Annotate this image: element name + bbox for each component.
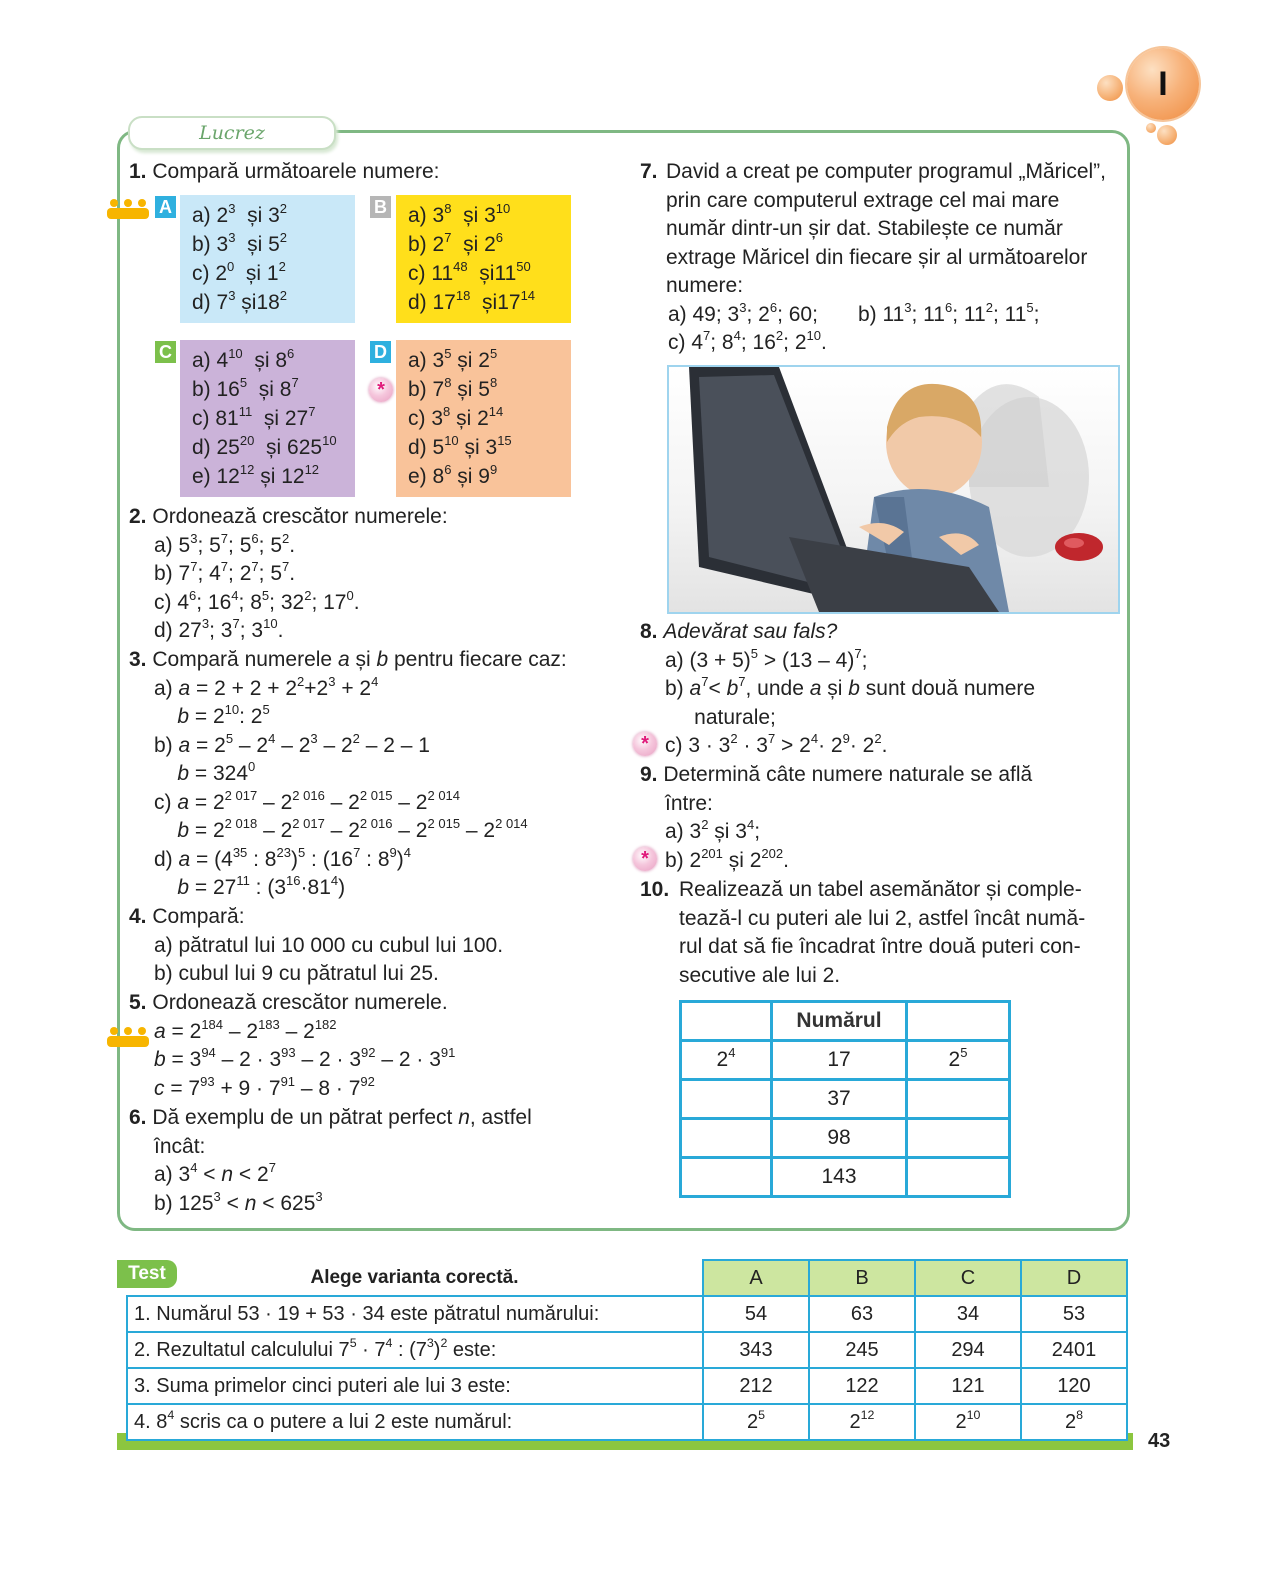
test-row (127, 1368, 1127, 1404)
table-row (681, 1158, 1010, 1197)
box-d-tag: D (370, 341, 391, 363)
ex2-item: b) $7^7$; $4^7$; $2^7$; $5^7$. (154, 559, 296, 585)
ex4-item: a) pătratul lui 10 000 cu cubul lui 100. (154, 933, 504, 957)
test-question: 1. Numărul 53 · 19 + 53 · 34 este pătratul numărului: (127, 1296, 703, 1332)
powers-table (679, 1000, 1011, 1198)
ex9-item: b) $2^{201}$ și $2^{202}$. (665, 845, 789, 872)
box-d-item: c) $3^8$ și $2^{14}$ (408, 404, 504, 430)
box-b-item: b) $2^7$ și $2^6$ (408, 230, 504, 256)
ex7-item: b) $11^3$; $11^6$; $11^2$; $11^5$; (857, 299, 1040, 326)
test-question: 3. Suma primelor cinci puteri ale lui 3 este: (127, 1368, 703, 1404)
page-number: 43 (1148, 1430, 1171, 1452)
table-row (681, 1041, 1010, 1080)
ex6-item: b) $125^3 < n < 625^3$ (154, 1188, 323, 1215)
ex8-heading: 8. Adevărat sau fals? (640, 620, 838, 643)
ex10-line: Realizează un tabel asemănător și comple- (679, 878, 1082, 901)
box-a-tag: A (155, 196, 176, 218)
ex3-heading: 3. Compară numerele a și b pentru fiecare caz: (129, 648, 567, 671)
ex5-item: $c = 7^{93} + 9 \cdot 7^{91} - 8 \cdot 7^{92}$ (154, 1073, 375, 1100)
test-row (127, 1404, 1127, 1440)
ex8-item: c) $3 \cdot 3^2 \cdot 3^7 > 2^4\cdot 2^9\cdot 2^2$. (665, 731, 888, 757)
test-question: 2. Rezultatul calculului $7^5 \cdot 7^4$ : $(7^3)^2$ este: (127, 1332, 703, 1368)
ex7-block: 7. David a creat pe computer programul „Măricel”, prin care computerul extrage cel mai mare număr dintr-un șir dat. Stabilește ce număr extrage Măricel din fiecare șir al următoarelor numere: a) 49; $3^3$; $2^6$; 60; b) $11^3$; $11^6$; $11^2$; $11^5$; c) $4^7$; $8^4$; $16^2$; $2^{10}$. (640, 158, 1120, 358)
table-cell (681, 1119, 772, 1158)
test-col-header: D (1021, 1260, 1127, 1296)
ex3-block (129, 646, 567, 903)
group-work-icon (106, 198, 150, 220)
ex4-item: b) cubul lui 9 cu pătratul lui 25. (154, 962, 439, 985)
ex8-item: naturale; (665, 705, 776, 729)
ex5-item: $a = 2^{184} - 2^{183} - 2^{182}$ (154, 1016, 337, 1043)
lucrez-tab: Lucrez (128, 116, 336, 150)
ex3-item: c) $a = 2^{2 017} - 2^{2 016} - 2^{2 015} - 2^{2 014}$ (154, 787, 461, 814)
table-row (681, 1002, 1010, 1041)
test-answer: 245 (809, 1332, 915, 1368)
box-d-item: b) $7^8$ și $5^8$ (408, 375, 498, 401)
ex2-item: a) $5^3$; $5^7$; $5^6$; $5^2$. (154, 530, 296, 557)
ex3-item: b) $a = 2^5 - 2^4 - 2^3 - 2^2 - 2 - 1$ (154, 730, 430, 757)
table-row (681, 1080, 1010, 1119)
ex7-line: prin care computerul extrage cel mai mare (666, 188, 1060, 212)
ex8-block (640, 618, 1035, 761)
test-label: Test (117, 1260, 177, 1288)
ex3-item: $b = 27^{11}$ : $(3^{16}\cdot 81^4)$ (177, 873, 346, 899)
test-col-header: B (809, 1260, 915, 1296)
test-answer: $2^{12}$ (809, 1404, 915, 1440)
box-a-item: a) $2^3$ și $3^2$ (192, 201, 288, 227)
box-a-item: d) $7^3$ $și18^2$ (192, 288, 288, 314)
test-answer: 34 (915, 1296, 1021, 1332)
box-d-item: d) $5^{10}$ și $3^{15}$ (408, 433, 512, 459)
table-cell: 98 (772, 1119, 907, 1158)
ex2-item: c) $4^6$; $16^4$; $8^5$; $32^2$; $17^0$. (154, 587, 360, 614)
ex5-block (129, 989, 455, 1103)
ex3-item: a) $a = 2 + 2 + 2^2+2^3 + 2^4$ (154, 673, 379, 700)
ex3-item: d) $a = (4^{35}$ : $8^{23})^5$ : ($16^7$ : $8^9)^4$ (154, 844, 412, 871)
boy-at-laptop-photo (667, 365, 1120, 614)
table-cell (907, 1002, 1010, 1041)
test-question: 4. $8^4$ scris ca o putere a lui 2 este numărul: (127, 1404, 703, 1440)
ex10-line: tează-l cu puteri ale lui 2, astfel încât numă- (679, 906, 1086, 930)
ex7-item: c) $4^7$; $8^4$; $16^2$; $2^{10}$. (668, 328, 827, 354)
test-answer: $2^{10}$ (915, 1404, 1021, 1440)
test-table (126, 1259, 1128, 1441)
test-answer: $2^8$ (1021, 1404, 1127, 1440)
box-d (396, 340, 571, 497)
box-c-item: c) $81^{11}$ și $27^7$ (192, 404, 316, 430)
ex10-line: secutive ale lui 2. (679, 963, 841, 987)
ex3-item: $b = 2^{2 018} - 2^{2 017} - 2^{2 016} - 2^{2 015} - 2^{2 014}$ (177, 816, 528, 842)
table-cell (681, 1080, 772, 1119)
ex9-item: a) $3^2$ și $3^4$; (665, 817, 761, 843)
ex6-block (129, 1104, 532, 1218)
ex9-block (640, 761, 1032, 875)
ex2-item: d) $27^3$; $3^7$; $3^{10}$. (154, 616, 284, 642)
test-answer: 212 (703, 1368, 809, 1404)
box-c-tag: C (155, 341, 176, 363)
box-b-item: d) $17^{18}$ $și17^{14}$ (408, 288, 536, 314)
table-cell: $2^5$ (907, 1041, 1010, 1080)
ex6-item: a) $3^4 < n < 2^7$ (154, 1160, 276, 1186)
box-b-item: a) $3^8$ și $3^{10}$ (408, 201, 511, 227)
test-row (127, 1332, 1127, 1368)
test-answer: 54 (703, 1296, 809, 1332)
ex10-line: rul dat să fie încadrat între două puteri con- (679, 935, 1081, 958)
ex5-heading: 5. Ordonează crescător numerele. (129, 991, 448, 1014)
table-cell (681, 1158, 772, 1197)
ex9-heading: 9. Determină câte numere naturale se află (640, 763, 1033, 786)
test-row (127, 1296, 1127, 1332)
ex3-item: $b = 2^{10}$: $2^5$ (177, 702, 270, 728)
box-a-item: b) $3^3$ și $5^2$ (192, 230, 288, 256)
ex9-heading-cont: între: (665, 791, 713, 815)
ex3-item: $b = 324^0$ (177, 759, 256, 785)
ex2-heading: 2. Ordonează crescător numerele: (129, 505, 448, 528)
table-header: Numărul (772, 1002, 907, 1041)
table-row (681, 1119, 1010, 1158)
table-cell: 37 (772, 1080, 907, 1119)
decor-bubble (1157, 125, 1177, 145)
ex7-line: extrage Măricel din fiecare șir al următoarelor (666, 245, 1088, 269)
table-cell (681, 1002, 772, 1041)
decor-bubble (1097, 75, 1123, 101)
difficulty-star-icon: * (633, 732, 657, 756)
test-instruction: Alege varianta corectă. (310, 1266, 519, 1288)
table-cell: 17 (772, 1041, 907, 1080)
test-answer: 294 (915, 1332, 1021, 1368)
table-cell: $2^4$ (681, 1041, 772, 1080)
box-b (396, 195, 571, 323)
ex8-item: b) $a^7< b^7$, unde a și b sunt două numere (665, 674, 1036, 700)
ex7-line: număr dintr-un șir dat. Stabilește ce număr (666, 217, 1063, 240)
ex7-line: David a creat pe computer programul „Măricel”, (666, 160, 1106, 183)
box-d-item: a) $3^5$ și $2^5$ (408, 346, 498, 372)
test-col-header: A (703, 1260, 809, 1296)
ex4-block (129, 903, 503, 989)
ex2-block (129, 503, 448, 646)
box-a (180, 195, 355, 323)
box-c-item: a) $4^{10}$ și $8^6$ (192, 346, 295, 372)
difficulty-star-icon: * (369, 378, 393, 402)
table-cell (907, 1158, 1010, 1197)
box-c-item: e) $12^{12}$ și $12^{12}$ (192, 462, 320, 488)
test-answer: 53 (1021, 1296, 1127, 1332)
test-answer: 63 (809, 1296, 915, 1332)
chapter-badge: I (1127, 48, 1199, 120)
photo-illustration (669, 367, 1118, 612)
box-c (180, 340, 355, 497)
box-c-item: d) $25^{20}$ și $625^{10}$ (192, 433, 337, 459)
box-a-item: c) $2^0$ și $1^2$ (192, 259, 286, 285)
test-answer: 343 (703, 1332, 809, 1368)
ex6-heading: 6. Dă exemplu de un pătrat perfect n, astfel (129, 1106, 532, 1129)
test-header-row (127, 1260, 1127, 1296)
ex4-heading: 4. Compară: (129, 905, 245, 928)
test-answer: 2401 (1021, 1332, 1127, 1368)
ex7-item: a) 49; $3^3$; $2^6$; 60; (668, 299, 818, 326)
ex5-item: $b = 3^{94} - 2 \cdot 3^{93} - 2 \cdot 3^{92} - 2 \cdot 3^{91}$ (154, 1045, 456, 1071)
table-cell (907, 1080, 1010, 1119)
table-cell: 143 (772, 1158, 907, 1197)
test-col-header: C (915, 1260, 1021, 1296)
table-cell (907, 1119, 1010, 1158)
test-answer: $2^5$ (703, 1404, 809, 1440)
ex8-item: a) $(3 + 5)^5 > (13 - 4)^7$; (665, 645, 868, 672)
box-c-item: b) $16^5$ și $8^7$ (192, 375, 299, 401)
ex10-block: 10. Realizează un tabel asemănător și comple- tează-l cu puteri ale lui 2, astfel încât numă- rul dat să fie încadrat între două puteri con- secutive ale lui 2. (640, 876, 1085, 990)
box-d-item: e) $8^6$ și $9^9$ (408, 462, 498, 488)
box-b-item: c) $11^{48}$ $și11^{50}$ (408, 259, 531, 285)
box-b-tag: B (370, 196, 391, 218)
ex7-line: numere: (666, 274, 744, 297)
difficulty-star-icon: * (633, 847, 657, 871)
test-answer: 120 (1021, 1368, 1127, 1404)
test-answer: 121 (915, 1368, 1021, 1404)
test-answer: 122 (809, 1368, 915, 1404)
ex6-heading-cont: încât: (154, 1134, 206, 1158)
ex1-heading: 1. Compară următoarele numere: (129, 160, 440, 183)
decor-bubble (1146, 123, 1156, 133)
